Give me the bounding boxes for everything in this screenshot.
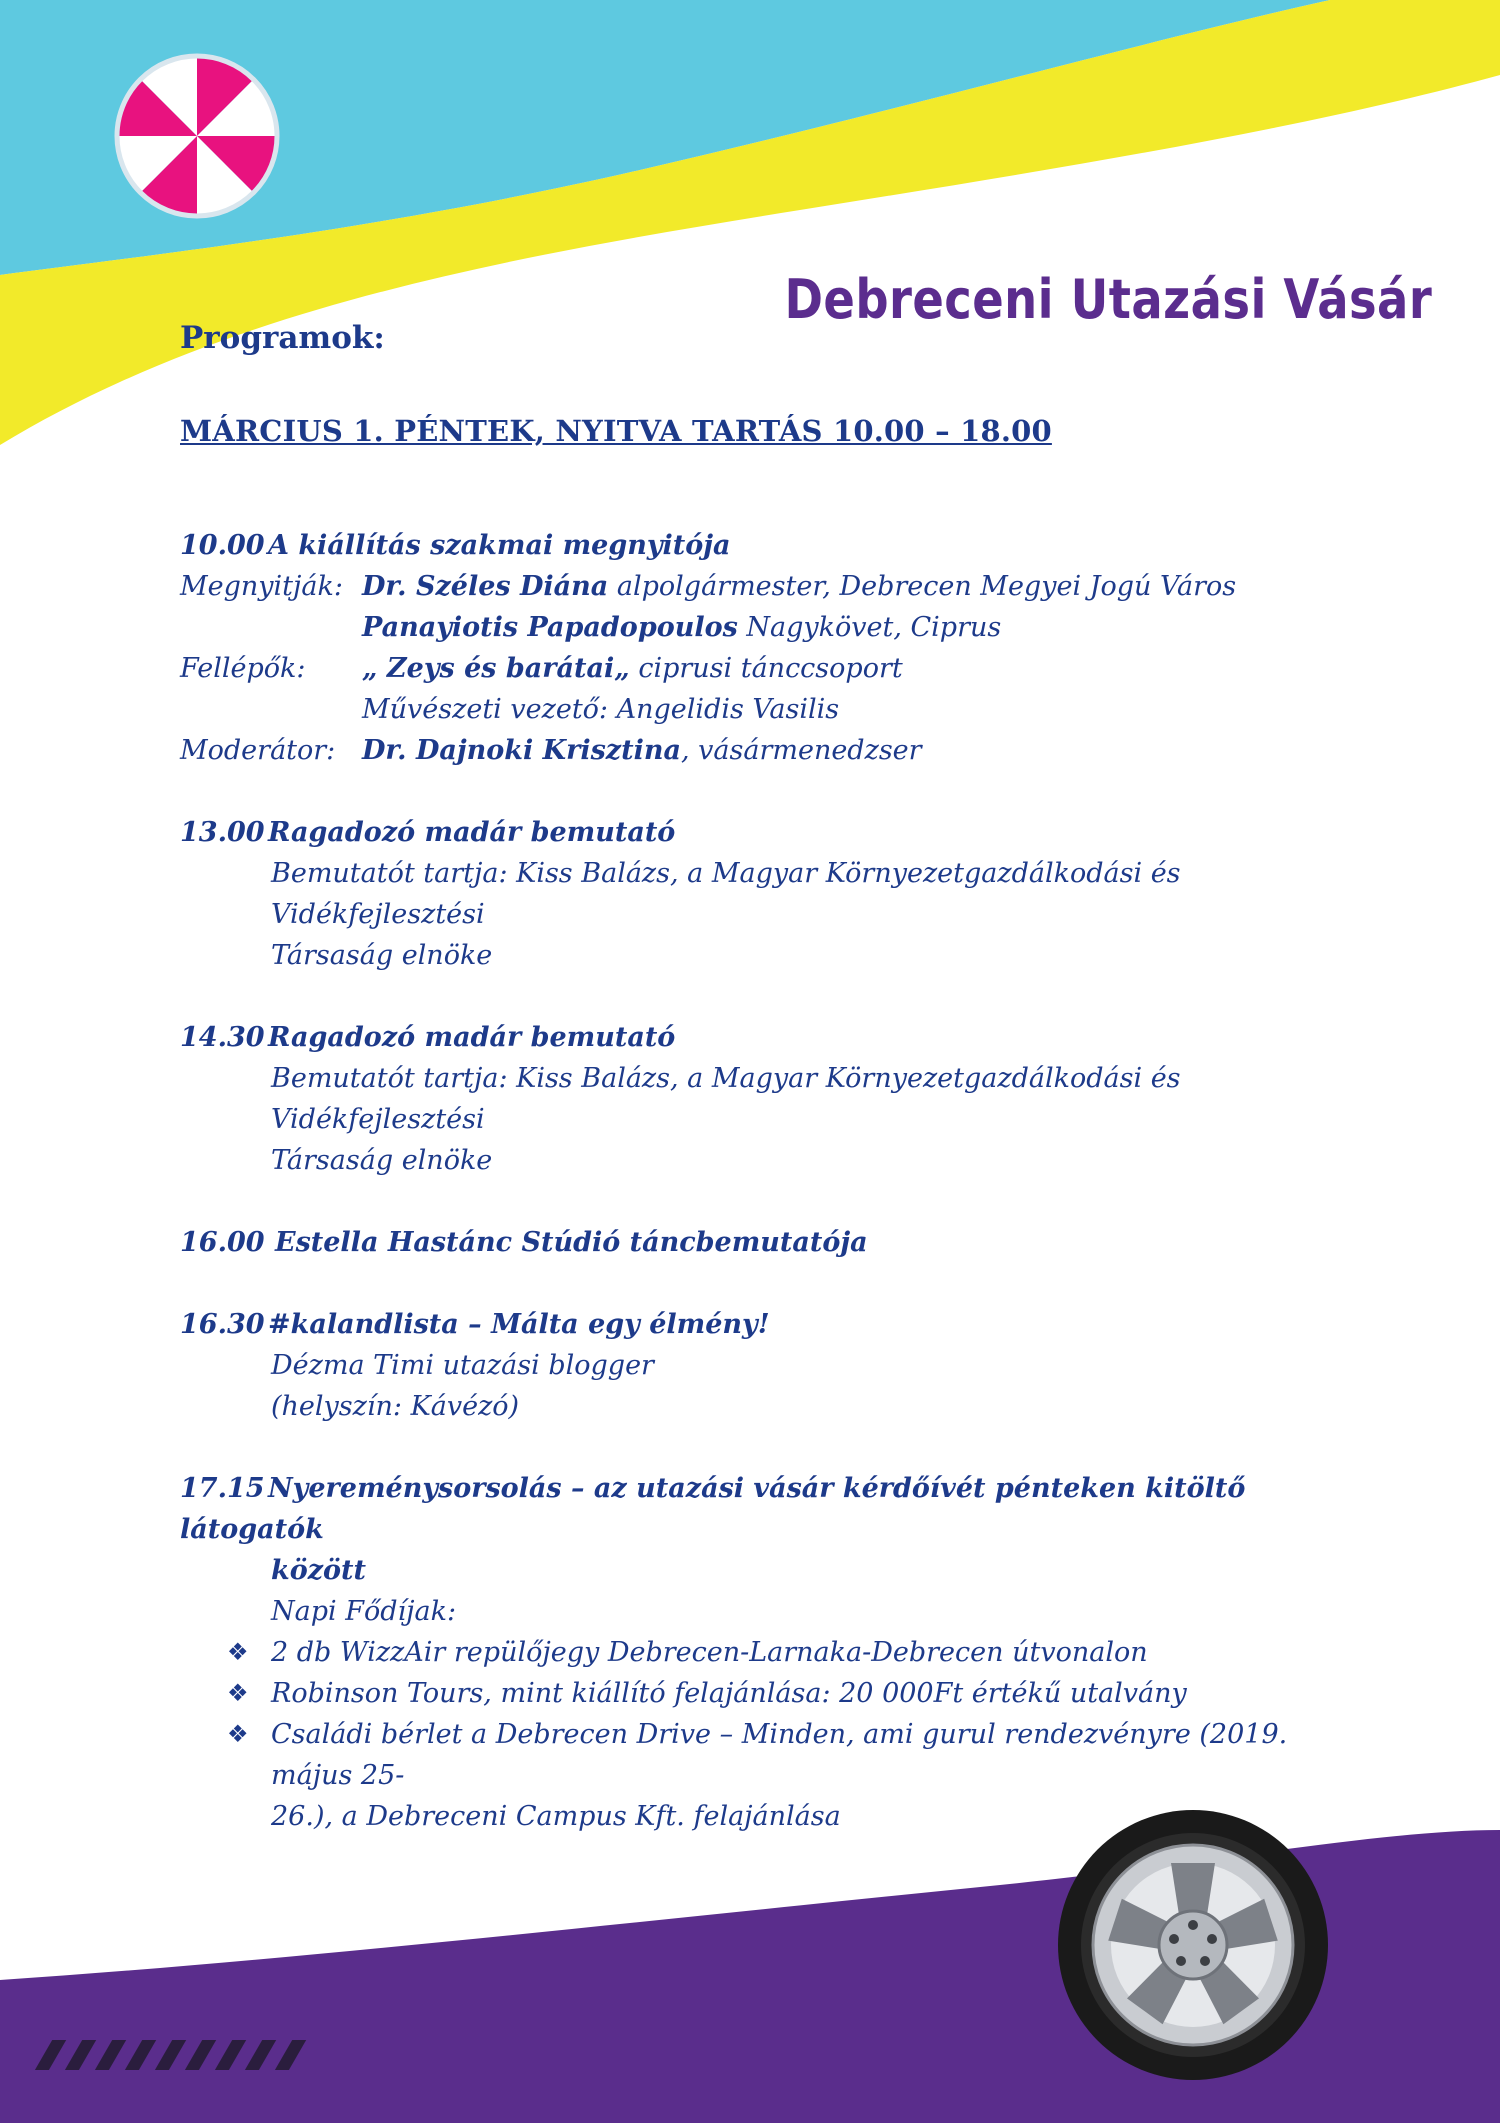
prize-text: Családi bérlet a Debrecen Drive – Minden, ami gurul rendezvényre (2019. május 25- (271, 1719, 1288, 1791)
performer-name: „ Zeys és barátai„ (362, 653, 630, 684)
program-item (180, 525, 1360, 771)
wheel-icon (1058, 1810, 1328, 2080)
event-title: #kalandlista – Málta egy élmény! (268, 1309, 770, 1340)
opener-name: Panayiotis Papadopoulos (362, 612, 738, 643)
diamond-bullet-icon: ❖ (227, 1679, 249, 1707)
moderator-name: Dr. Dajnoki Krisztina (362, 735, 681, 766)
moderator-label: Moderátor: (180, 735, 336, 766)
openers-label: Megnyitják: (180, 571, 343, 602)
event-time: 17.15 (180, 1473, 265, 1504)
event-detail: (helyszín: Kávézó) (271, 1391, 520, 1422)
diamond-bullet-icon: ❖ (227, 1638, 249, 1666)
event-title: Estella Hastánc Stúdió táncbemutatója (275, 1227, 868, 1258)
prize-item (180, 1632, 1360, 1673)
program-item (180, 1222, 1360, 1263)
event-title-continued: között (271, 1555, 367, 1586)
prize-text: Robinson Tours, mint kiállító felajánlása: 20 000Ft értékű utalvány (271, 1678, 1187, 1709)
event-title: Nyereménysorsolás – az utazási vásár kérdőívét pénteken kitöltő látogatók (180, 1473, 1246, 1545)
event-title: Ragadozó madár bemutató (268, 817, 676, 848)
program-item (180, 1304, 1360, 1427)
opener-role: Nagykövet, Ciprus (737, 612, 1002, 643)
program-item (180, 812, 1360, 976)
performers-label: Fellépők: (180, 653, 306, 684)
umbrella-icon (117, 56, 277, 216)
event-detail: Társaság elnöke (271, 1145, 493, 1176)
event-time: 13.00 (180, 817, 265, 848)
prizes-label: Napi Fődíjak: (271, 1596, 457, 1627)
event-time: 10.00 (180, 530, 265, 561)
day-heading: MÁRCIUS 1. PÉNTEK, NYITVA TARTÁS 10.00 – 18.00 (180, 414, 1052, 448)
opener-role: alpolgármester, Debrecen Megyei Jogú Város (608, 571, 1237, 602)
event-detail: Társaság elnöke (271, 940, 493, 971)
brand-title: Debreceni Utazási Vásár (784, 268, 1432, 331)
event-time: 16.00 (180, 1227, 265, 1258)
program-document (180, 320, 1360, 1837)
prize-item (180, 1714, 1360, 1796)
event-title: Ragadozó madár bemutató (268, 1022, 676, 1053)
diamond-bullet-icon: ❖ (227, 1720, 249, 1748)
event-title: A kiállítás szakmai megnyitója (268, 530, 731, 561)
prize-item (180, 1673, 1360, 1714)
page-title: Programok: (180, 320, 385, 356)
event-detail: Bemutatót tartja: Kiss Balázs, a Magyar Környezetgazdálkodási és Vidékfejlesztési (271, 1063, 1181, 1135)
program-item (180, 1017, 1360, 1181)
art-director: Művészeti vezető: Angelidis Vasilis (362, 694, 840, 725)
opener-name: Dr. Széles Diána (362, 571, 609, 602)
performer-role: ciprusi tánccsoport (629, 653, 903, 684)
event-time: 14.30 (180, 1022, 265, 1053)
prize-text: 2 db WizzAir repülőjegy Debrecen-Larnaka-Debrecen útvonalon (271, 1637, 1148, 1668)
program-item (180, 1468, 1360, 1837)
prize-text-continued: 26.), a Debreceni Campus Kft. felajánlása (271, 1801, 841, 1832)
event-time: 16.30 (180, 1309, 265, 1340)
moderator-role: , vásármenedzser (680, 735, 922, 766)
event-detail: Bemutatót tartja: Kiss Balázs, a Magyar Környezetgazdálkodási és Vidékfejlesztési (271, 858, 1181, 930)
event-detail: Dézma Timi utazási blogger (271, 1350, 654, 1381)
